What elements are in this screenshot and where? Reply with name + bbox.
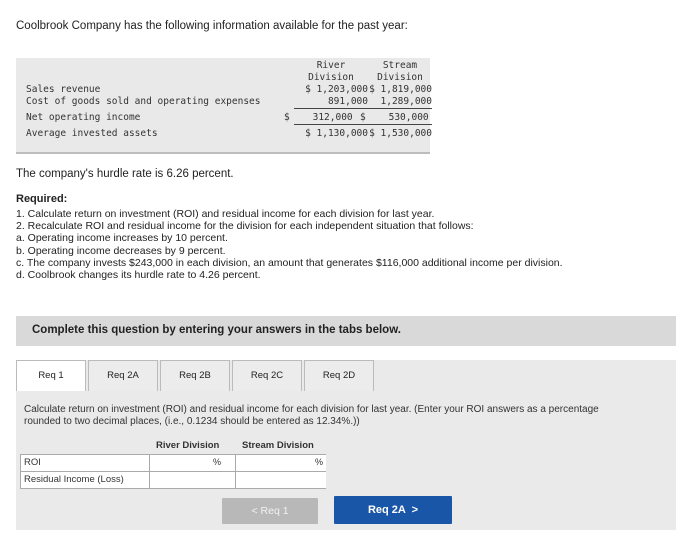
required-item-a: a. Operating income increases by 10 percent. [16,232,228,245]
river-roi-pct: % [212,457,221,467]
required-item-2: 2. Recalculate ROI and residual income for the division for each independent situation that follows: [16,220,474,233]
river-underline-2 [294,124,368,125]
stream-sales: $ 1,819,000 [369,84,432,95]
tab-req-2b[interactable]: Req 2B [160,360,230,391]
tab-req-2d[interactable]: Req 2D [304,360,374,391]
stream-underline-2 [366,124,432,125]
chevron-right-icon: > [411,504,419,516]
stream-underline [366,108,432,109]
required-item-b: b. Operating income decreases by 9 percent. [16,244,226,257]
roi-row [20,454,326,472]
prev-req-button[interactable] [222,498,318,524]
stream-roi-input[interactable] [238,456,302,470]
river-assets: $ 1,130,000 [305,128,368,139]
river-noi: $ 312,000 [284,112,353,123]
row-label-noi: Net operating income [26,112,141,123]
stream-ri-cell [235,472,326,488]
division-data-table [16,58,430,154]
row-label-cogs: Cost of goods sold and operating expenses [26,96,261,107]
stream-noi: $ 530,000 [360,112,429,123]
instructions-text: Calculate return on investment (ROI) and residual income for each division for last year. (Enter your ROI answers as a percentage rounded to two decimal places, (i.e., 0.1234 should be entered as 12.34%.)) [24,404,599,427]
required-item-1: 1. Calculate return on investment (ROI) and residual income for each division for last year. [16,208,435,220]
river-underline [294,108,368,109]
stream-assets: $ 1,530,000 [369,128,432,139]
roi-label: ROI [24,457,41,468]
river-sales: $ 1,203,000 [305,84,368,95]
stream-roi-pct: % [314,457,323,467]
prev-req-label: Req 1 [260,505,289,517]
stream-cogs: 1,289,000 [380,96,432,107]
stream-ri-input[interactable] [238,473,302,487]
complete-prompt-text: Complete this question by entering your answers in the tabs below. [32,324,401,336]
river-ri-input[interactable] [152,473,216,487]
required-list [16,208,563,281]
header-river: River Division [308,60,354,83]
residual-income-row [20,471,326,489]
problem-intro: Coolbrook Company has the following information available for the past year: [16,20,408,32]
complete-prompt-bar [16,316,676,346]
col-header-stream: Stream Division [242,440,314,451]
tab-req-2a[interactable]: Req 2A [88,360,158,391]
tab-req-2c[interactable]: Req 2C [232,360,302,391]
hurdle-rate-text: The company's hurdle rate is 6.26 percent. [16,168,234,180]
river-roi-input[interactable] [152,456,216,470]
river-ri-cell [149,472,236,488]
row-label-assets: Average invested assets [26,128,158,139]
next-req-button[interactable] [334,496,452,524]
chevron-left-icon: < [251,505,258,517]
row-label-sales: Sales revenue [26,84,101,95]
river-roi-cell [149,455,224,471]
required-item-c: c. The company invests $243,000 in each division, an amount that generates $116,000 additional income per division. [16,256,563,269]
residual-income-label: Residual Income (Loss) [24,474,124,485]
required-item-d: d. Coolbrook changes its hurdle rate to 4.26 percent. [16,269,261,282]
stream-roi-cell [235,455,326,471]
header-stream: Stream Division [377,60,423,83]
required-title: Required: [16,193,68,205]
river-cogs: 891,000 [327,96,368,107]
tab-req-1[interactable]: Req 1 [16,360,86,391]
col-header-river: River Division [156,440,220,451]
next-req-label: Req 2A [367,504,406,516]
